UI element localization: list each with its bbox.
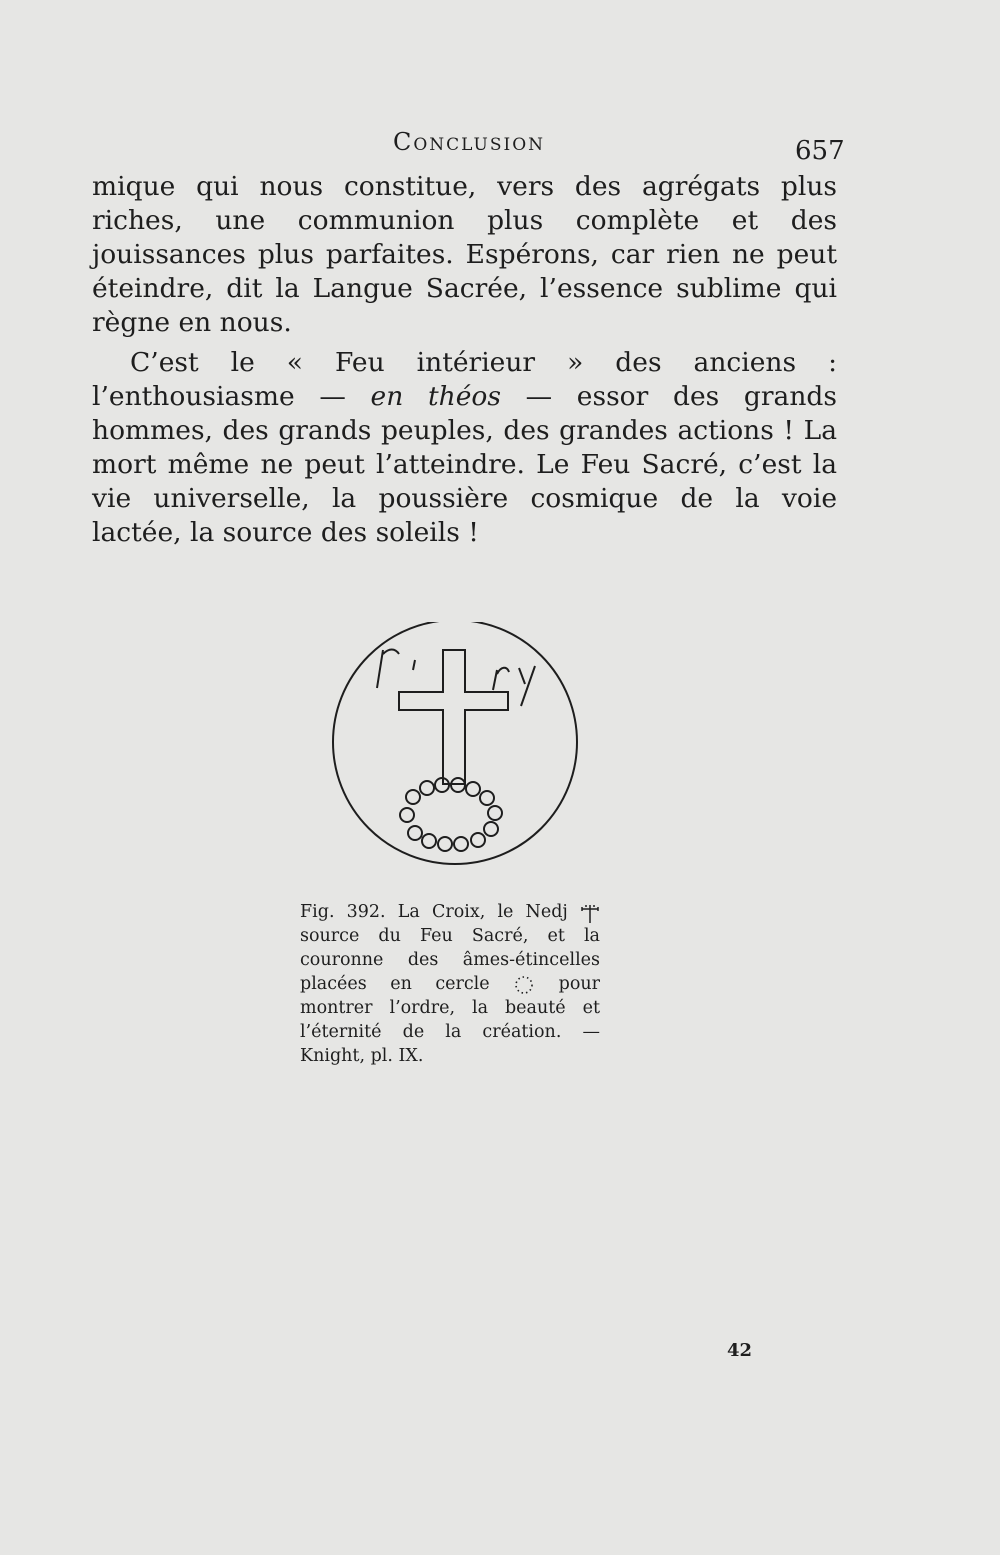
soul-spark xyxy=(420,781,434,795)
dotted-circle-icon xyxy=(513,974,535,996)
soul-spark xyxy=(471,833,485,847)
soul-spark xyxy=(408,826,422,840)
soul-spark xyxy=(480,791,494,805)
soul-spark xyxy=(488,806,502,820)
inscription-mark-4 xyxy=(519,666,535,706)
soul-spark xyxy=(400,808,414,822)
paragraph-2-start: C’est le « Feu intérieur » des anciens : l’enthousiasme — xyxy=(92,347,837,412)
figure-label: Fig. 392. xyxy=(300,902,386,922)
soul-spark xyxy=(466,782,480,796)
cross-icon xyxy=(399,650,508,784)
running-title: Conclusion xyxy=(393,128,546,156)
inscription-mark-1 xyxy=(377,650,399,689)
soul-spark xyxy=(422,834,436,848)
paragraph-2 xyxy=(92,346,837,550)
soul-spark xyxy=(406,790,420,804)
paragraph-2-italic: en théos xyxy=(370,381,501,412)
inscription-mark-2 xyxy=(413,660,415,670)
soul-spark xyxy=(438,837,452,851)
outer-circle xyxy=(333,622,577,864)
body-text xyxy=(92,170,837,550)
paragraph-2-end: — essor des grands hommes, des grands peuples, des grandes actions ! La mort même ne peut l’atteindre. Le Feu Sacré, c’est la vie universelle, la poussière cosmique de la voie lactée, la source des soleils ! xyxy=(92,381,837,548)
figure-caption xyxy=(300,900,600,1068)
soul-spark xyxy=(454,837,468,851)
soul-spark xyxy=(484,822,498,836)
nedj-cross-icon xyxy=(580,902,600,924)
cross-crown-figure xyxy=(315,622,595,872)
caption-part-2: source du Feu Sacré, et la couronne des âmes-étincelles placées en cercle xyxy=(300,926,600,994)
signature-mark: 42 xyxy=(727,1340,753,1361)
page-number: 657 xyxy=(795,136,845,166)
paragraph-1: mique qui nous constitue, vers des agrégats plus riches, une communion plus complète et des jouissances plus parfaites. Espérons, car rien ne peut éteindre, dit la Langue Sacrée, l’essence sublime qui règne en nous. xyxy=(92,171,837,338)
caption-part-3: pour montrer l’ordre, la beauté et l’éternité de la création. — Knight, pl. IX. xyxy=(300,974,600,1066)
inscription-mark-3 xyxy=(493,668,509,690)
caption-part-1: La Croix, le Nedj xyxy=(385,902,580,922)
